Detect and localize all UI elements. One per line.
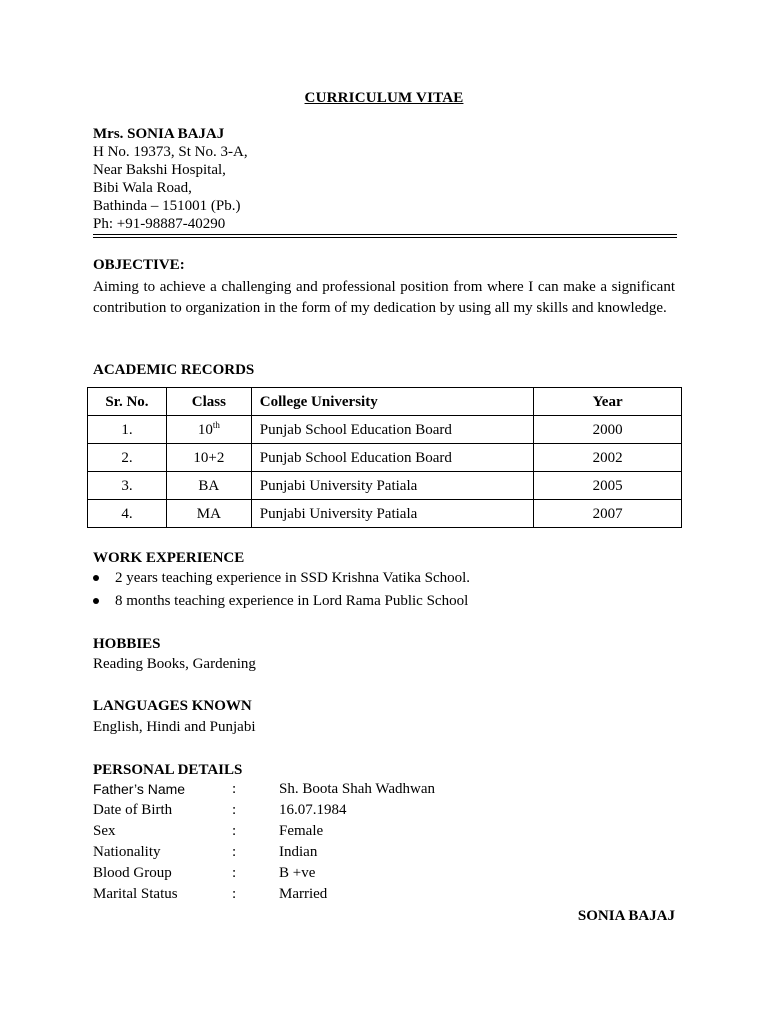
bullet-icon [93,598,99,604]
cell-sr-no: 4. [88,500,167,528]
cell-year: 2007 [534,500,682,528]
work-item-text: 8 months teaching experience in Lord Rama Public School [115,593,469,609]
column-header-sr-no: Sr. No. [88,388,167,416]
detail-value: Married [279,886,328,902]
cell-class: MA [166,500,251,528]
work-experience-list [93,568,470,614]
document-title: CURRICULUM VITAE [304,90,464,106]
detail-row [93,780,573,801]
work-experience-heading: WORK EXPERIENCE [93,550,245,566]
academic-heading: ACADEMIC RECORDS [93,362,255,378]
cell-year: 2005 [534,472,682,500]
objective-text: Aiming to achieve a challenging and professional position from where I can make a significant contribution to organization in the form of my dedication by using all my skills and knowledge. [93,279,675,316]
detail-label: Date of Birth [93,802,173,818]
cell-sr-no: 2. [88,444,167,472]
hobbies-text: Reading Books, Gardening [93,656,256,672]
header-divider-bottom [93,237,677,238]
detail-separator: : [232,886,237,902]
cell-sr-no: 1. [88,416,167,444]
cell-year: 2002 [534,444,682,472]
table-row [88,472,682,500]
detail-row [93,864,573,885]
bullet-icon [93,575,99,581]
signature-name: SONIA BAJAJ [577,908,675,924]
detail-label: Sex [93,823,116,839]
detail-separator: : [232,844,237,860]
cell-class [166,416,251,444]
personal-details-heading: PERSONAL DETAILS [93,762,243,778]
candidate-name: Mrs. SONIA BAJAJ [93,126,225,142]
contact-block [93,125,248,233]
cell-year: 2000 [534,416,682,444]
cell-sr-no: 3. [88,472,167,500]
hobbies-heading: HOBBIES [93,636,161,652]
detail-row [93,801,573,822]
class-value: 10 [197,421,213,438]
detail-label: Father’s Name [93,781,186,797]
languages-text: English, Hindi and Punjabi [93,719,256,735]
detail-separator: : [232,865,237,881]
column-header-year: Year [534,388,682,416]
detail-label: Nationality [93,844,161,860]
cell-college: Punjab School Education Board [251,416,533,444]
detail-value: Sh. Boota Shah Wadhwan [279,781,436,797]
cell-class: BA [166,472,251,500]
table-header-row [88,388,682,416]
class-superscript: th [212,419,220,430]
detail-value: Indian [279,844,318,860]
detail-value: Female [279,823,324,839]
list-item [93,591,470,614]
table-row [88,500,682,528]
detail-row [93,885,573,906]
table-row [88,416,682,444]
objective-heading: OBJECTIVE: [93,257,185,273]
address-line: Near Bakshi Hospital, [93,162,226,178]
address-line: Bathinda – 151001 (Pb.) [93,198,241,214]
academic-records-table [87,387,682,528]
table-row [88,444,682,472]
detail-label: Marital Status [93,886,178,902]
detail-row [93,822,573,843]
detail-value: B +ve [279,865,316,881]
detail-separator: : [232,781,237,797]
detail-separator: : [232,823,237,839]
address-line: Bibi Wala Road, [93,180,192,196]
cell-college: Punjabi University Patiala [251,500,533,528]
detail-row [93,843,573,864]
work-item-text: 2 years teaching experience in SSD Krishna Vatika School. [115,570,471,586]
detail-label: Blood Group [93,865,172,881]
header-divider-top [93,234,677,235]
personal-details [93,780,573,906]
phone-number: Ph: +91-98887-40290 [93,216,226,232]
address-line: H No. 19373, St No. 3-A, [93,144,248,160]
column-header-college: College University [251,388,533,416]
column-header-class: Class [166,388,251,416]
cell-college: Punjab School Education Board [251,444,533,472]
cell-college: Punjabi University Patiala [251,472,533,500]
detail-separator: : [232,802,237,818]
list-item [93,568,470,591]
detail-value: 16.07.1984 [279,802,347,818]
cell-class: 10+2 [166,444,251,472]
languages-heading: LANGUAGES KNOWN [93,698,252,714]
